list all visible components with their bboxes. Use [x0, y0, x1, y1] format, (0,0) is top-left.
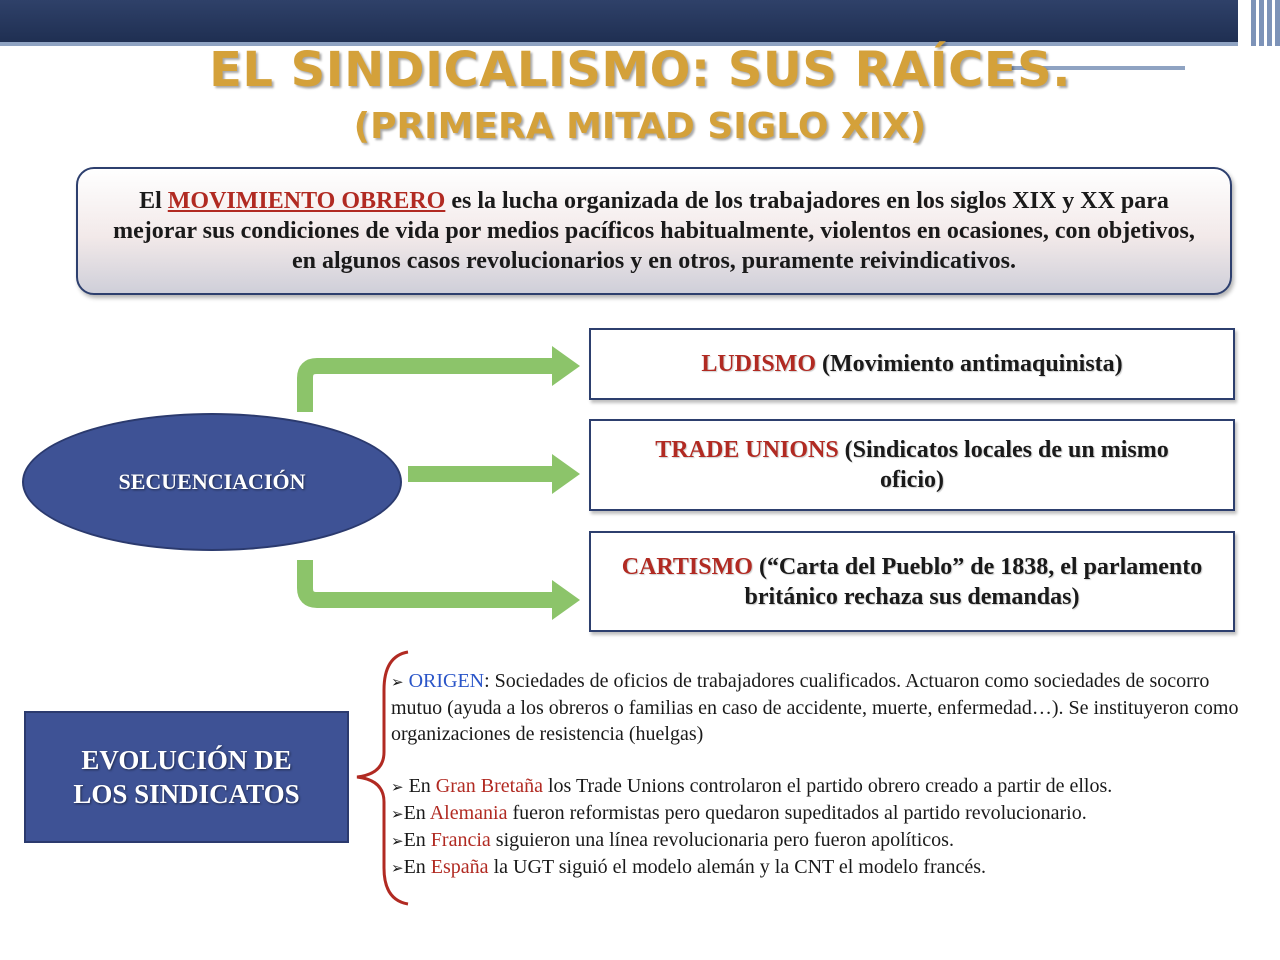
origin-paragraph [391, 668, 1261, 747]
country-item [391, 800, 1261, 827]
country-item [391, 827, 1261, 854]
arrow-bullet-icon: ➢ [391, 832, 404, 850]
country-prefix: En [403, 802, 430, 824]
country-name: Gran Bretaña [435, 775, 543, 797]
ludismo-highlight: LUDISMO [701, 351, 816, 377]
country-text: fueron reformistas pero quedaron supeditados al partido revolucionario. [507, 802, 1087, 824]
origin-text: : Sociedades de oficios de trabajadores cualificados. Actuaron como sociedades de socorro mutuo (ayuda a los obreros o familias en caso de accidente, muerte, enfermedad…). Se instituyeron como organizaciones de resistencia (huelgas) [391, 670, 1239, 745]
evolution-label-line1: EVOLUCIÓN DE [81, 745, 292, 775]
country-name: Francia [430, 829, 491, 851]
country-name: España [430, 856, 489, 878]
trade-unions-text: (Sindicatos locales de un mismo oficio) [838, 437, 1169, 493]
definition-highlight: MOVIMIENTO OBRERO [167, 188, 446, 214]
evolution-label-line2: LOS SINDICATOS [73, 779, 300, 809]
slide-subtitle: (PRIMERA MITAD SIGLO XIX) [353, 106, 927, 147]
country-prefix: En [403, 856, 431, 878]
country-name: Alemania [429, 802, 508, 824]
sequence-label: SECUENCIACIÓN [118, 469, 306, 494]
definition-text: es la lucha organizada de los trabajadores en los siglos XIX y XX para mejorar sus condiciones de vida por medios pacíficos habitualmente, violentos en ocasiones, con objetivos, en algunos casos revolucionarios y en otros, puramente reivindicativos. [113, 188, 1195, 274]
trade-unions-highlight: TRADE UNIONS [655, 437, 839, 463]
origin-label: ORIGEN [408, 670, 485, 692]
definition-prefix: El [139, 188, 168, 214]
country-item [391, 854, 1261, 881]
cartismo-text: (“Carta del Pueblo” de 1838, el parlamento británico rechaza sus demandas) [744, 553, 1203, 610]
ludismo-text: (Movimiento antimaquinista) [816, 351, 1123, 377]
country-text: siguieron una línea revolucionaria pero fueron apolíticos. [490, 829, 954, 851]
cartismo-highlight: CARTISMO [621, 553, 753, 580]
evolution-details [391, 668, 1261, 881]
country-prefix: En [403, 775, 436, 797]
country-prefix: En [403, 829, 431, 851]
arrow-bullet-icon: ➢ [391, 673, 404, 691]
arrow-bullet-icon: ➢ [391, 859, 404, 877]
country-text: los Trade Unions controlaron el partido obrero creado a partir de ellos. [542, 775, 1113, 797]
arrow-bullet-icon: ➢ [391, 805, 404, 823]
country-item [391, 773, 1261, 800]
slide-title: EL SINDICALISMO: SUS RAÍCES. [209, 42, 1071, 98]
arrow-bullet-icon: ➢ [391, 778, 404, 796]
country-text: la UGT siguió el modelo alemán y la CNT el modelo francés. [488, 856, 987, 878]
